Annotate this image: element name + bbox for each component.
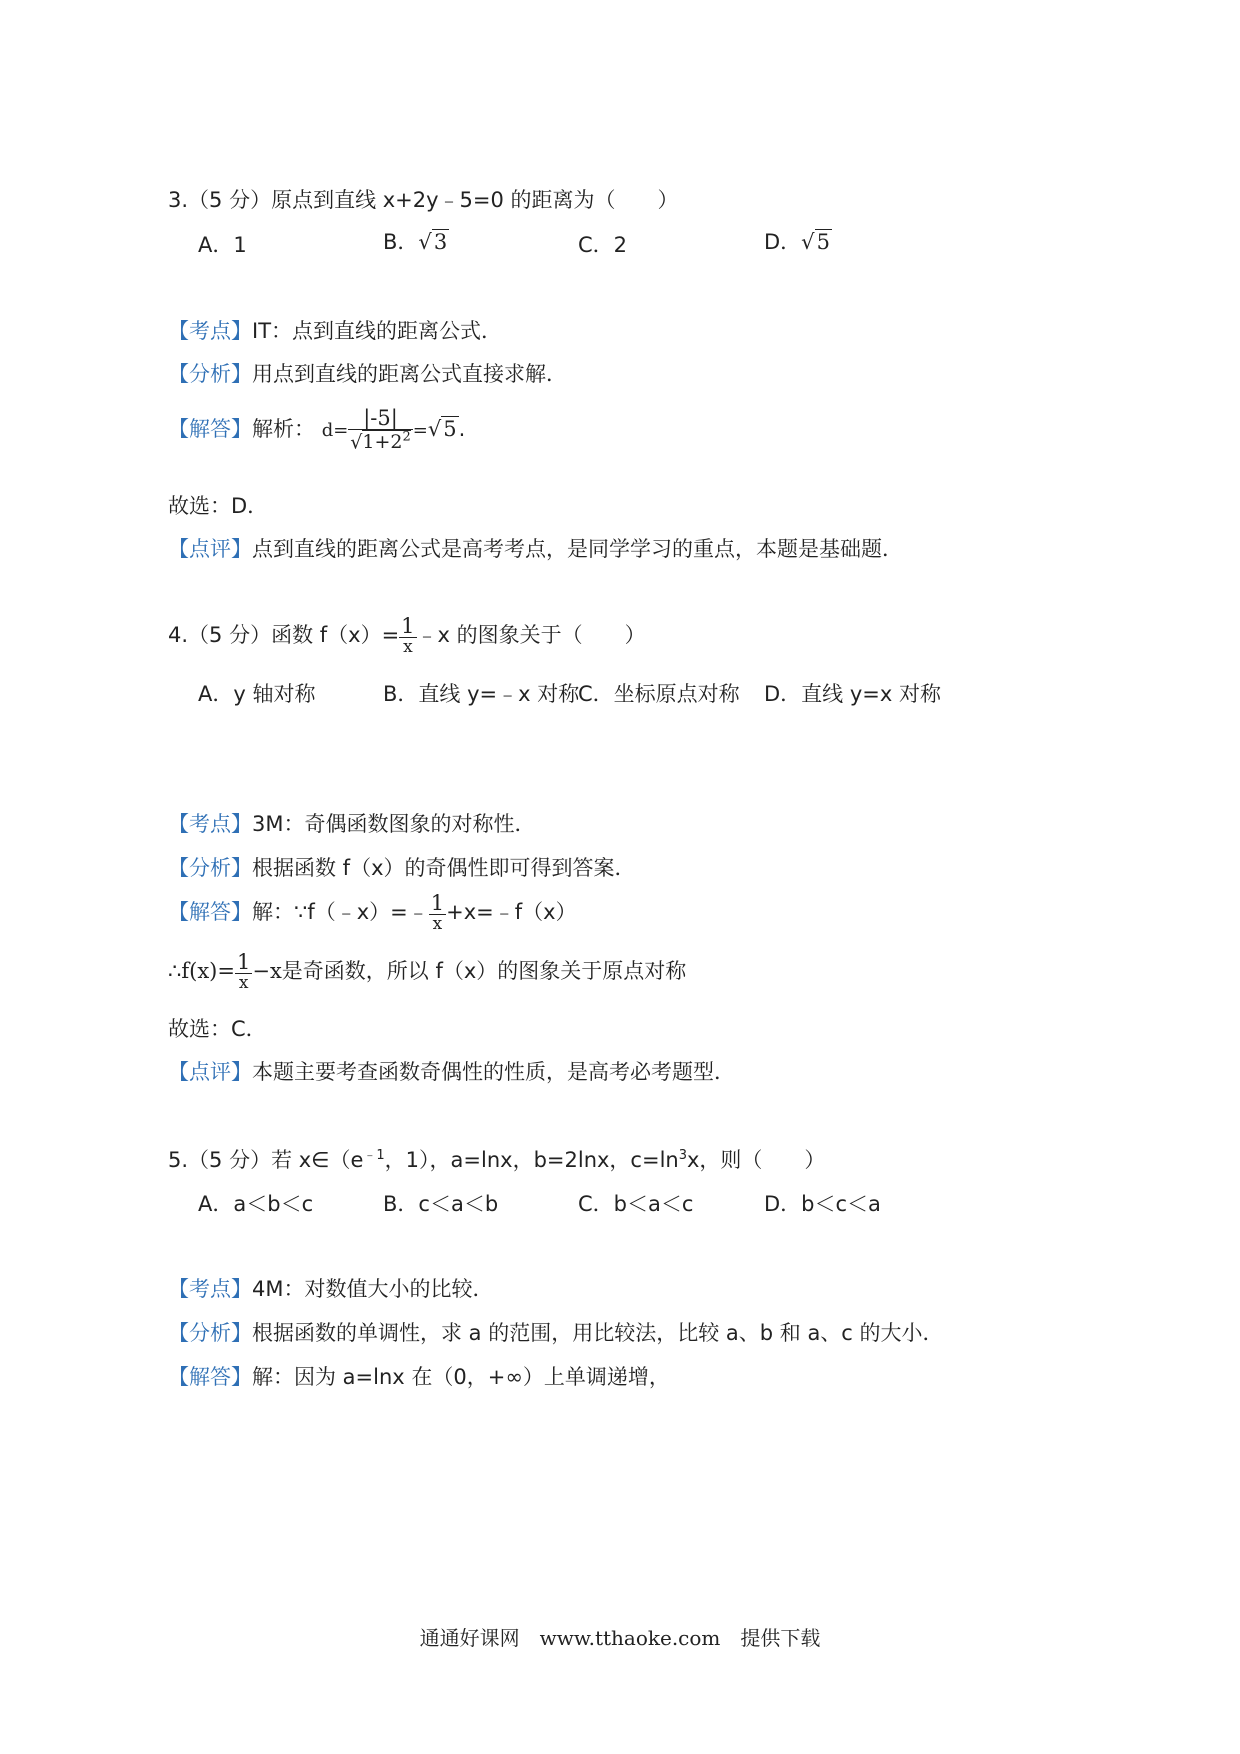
q4-option-a: A．y 轴对称 xyxy=(198,682,316,706)
q3-dianping-text: 点到直线的距离公式是高考考点，是同学学习的重点，本题是基础题． xyxy=(252,537,903,561)
q3-fenxi-text: 用点到直线的距离公式直接求解． xyxy=(252,362,567,386)
q3-option-c: C．2 xyxy=(578,233,628,257)
q5-option-b: B．c＜a＜b xyxy=(383,1192,499,1216)
q4-guxuan: 故选：C． xyxy=(168,1017,267,1041)
q3-dianping xyxy=(168,539,903,560)
q5-jieda-text: 解：因为 a=lnx 在（0，+∞）上单调递增， xyxy=(252,1365,670,1389)
q3-option-d xyxy=(764,232,832,253)
q3-kaodian-text: IT：点到直线的距离公式． xyxy=(252,319,503,343)
page-footer: 通通好课网 www.tthaoke.com 提供下载 xyxy=(419,1626,821,1650)
q4-option-c: C．坐标原点对称 xyxy=(578,682,740,706)
q4-stem-a: 4.（5 分）函数 f（x）= xyxy=(168,623,400,647)
q3-kaodian-tag: 【考点】 xyxy=(168,319,252,343)
q5-kaodian-tag: 【考点】 xyxy=(168,1277,252,1301)
q3-jieda-result: √5 xyxy=(427,417,457,442)
q5-stem-b: ，1），a=lnx，b=2lnx，c=ln xyxy=(384,1148,679,1172)
q4-stem-fraction xyxy=(399,616,416,656)
q4-fenxi-text: 根据函数 f（x）的奇偶性即可得到答案． xyxy=(252,856,636,880)
q3-jieda-fraction xyxy=(348,408,413,452)
q3-jieda-numerator: |-5| xyxy=(363,406,398,430)
q5-stem-exp1: ﹣1 xyxy=(363,1148,385,1163)
q4-kaodian xyxy=(168,814,535,835)
q5-option-c: C．b＜a＜c xyxy=(578,1192,694,1216)
q5-fenxi xyxy=(168,1323,944,1344)
q4-stem xyxy=(168,616,646,656)
q3-option-b-label: B． xyxy=(383,230,419,254)
q3-jieda xyxy=(168,408,465,452)
q4-jieda xyxy=(168,893,577,933)
q4-stem-b: ﹣x 的图象关于（ ） xyxy=(416,623,646,647)
q4-kaodian-text: 3M：奇偶函数图象的对称性． xyxy=(252,812,536,836)
q3-jieda-d: d= xyxy=(321,420,349,442)
q3-guxuan: 故选：D． xyxy=(168,494,269,518)
q3-kaodian xyxy=(168,321,502,342)
q5-jieda-tag: 【解答】 xyxy=(168,1365,252,1389)
q4-jieda-fraction xyxy=(429,893,446,933)
q3-jieda-result-radicand: 5 xyxy=(443,417,457,442)
q4-fenxi-tag: 【分析】 xyxy=(168,856,252,880)
q3-option-d-sqrt: √5 xyxy=(801,230,830,254)
q4-stem-denominator: x xyxy=(399,637,416,656)
q5-option-d: D．b＜c＜a xyxy=(764,1192,881,1216)
q4-therefore-denominator: x xyxy=(235,973,252,992)
q4-jieda-denominator: x xyxy=(429,914,446,933)
q4-kaodian-tag: 【考点】 xyxy=(168,812,252,836)
q3-fenxi xyxy=(168,364,567,385)
q4-stem-numerator: 1 xyxy=(401,614,415,638)
q4-jieda-numerator: 1 xyxy=(430,891,445,915)
q4-dianping-text: 本题主要考查函数奇偶性的性质，是高考必考题型． xyxy=(252,1060,735,1084)
q3-jieda-eq: = xyxy=(412,420,428,442)
q5-kaodian xyxy=(168,1279,493,1300)
q4-option-d: D．直线 y=x 对称 xyxy=(764,682,941,706)
q3-option-b-sqrt: √3 xyxy=(418,230,448,254)
q5-stem-c: x，则（ ） xyxy=(687,1148,826,1172)
q3-option-d-label: D． xyxy=(764,230,802,254)
q4-dianping-tag: 【点评】 xyxy=(168,1060,252,1084)
q4-option-b: B．直线 y=﹣x 对称 xyxy=(383,682,580,706)
q4-therefore-a: ∴f(x)= xyxy=(168,959,235,983)
q3-jieda-tag: 【解答】 xyxy=(168,417,252,442)
q3-jieda-denominator: $√1+2^2$ xyxy=(350,430,411,454)
q4-therefore-numerator: 1 xyxy=(236,950,251,974)
q4-dianping xyxy=(168,1062,735,1083)
q3-jieda-den-radicand xyxy=(362,430,410,453)
q4-jieda-b: +x=﹣f（x） xyxy=(446,900,577,924)
q3-fenxi-tag: 【分析】 xyxy=(168,362,252,386)
q4-therefore xyxy=(168,952,686,992)
q3-dianping-tag: 【点评】 xyxy=(168,537,252,561)
q3-stem: 3.（5 分）原点到直线 x+2y﹣5=0 的距离为（ ） xyxy=(168,188,679,212)
q3-option-a: A．1 xyxy=(198,233,247,257)
q3-option-b xyxy=(383,232,449,253)
q4-jieda-tag: 【解答】 xyxy=(168,900,252,924)
q4-therefore-b: −x xyxy=(252,959,282,983)
q5-fenxi-tag: 【分析】 xyxy=(168,1321,252,1345)
q4-therefore-fraction xyxy=(235,952,252,992)
q3-jieda-den-base: 1+2 xyxy=(362,431,403,454)
q3-jieda-den-exp: 2 xyxy=(402,430,411,445)
q4-therefore-c: 是奇函数，所以 f（x）的图象关于原点对称 xyxy=(281,959,687,983)
q3-jieda-end: . xyxy=(458,417,466,442)
q5-fenxi-text: 根据函数的单调性，求 a 的范围，用比较法，比较 a、b 和 a、c 的大小． xyxy=(252,1321,944,1345)
q5-stem-a: 5.（5 分）若 x∈（e xyxy=(168,1148,364,1172)
q3-option-d-radicand: 5 xyxy=(816,230,830,254)
q5-option-a: A．a＜b＜c xyxy=(198,1192,314,1216)
q5-stem xyxy=(168,1149,825,1171)
q5-kaodian-text: 4M：对数值大小的比较． xyxy=(252,1277,494,1301)
q3-jieda-prefix: 解析： xyxy=(252,417,315,442)
q5-jieda xyxy=(168,1367,670,1388)
q4-jieda-a: 解：∵f（﹣x）=﹣ xyxy=(252,900,429,924)
q4-fenxi xyxy=(168,858,636,879)
q5-stem-exp2: 3 xyxy=(678,1148,687,1163)
q3-option-b-radicand: 3 xyxy=(433,230,448,254)
